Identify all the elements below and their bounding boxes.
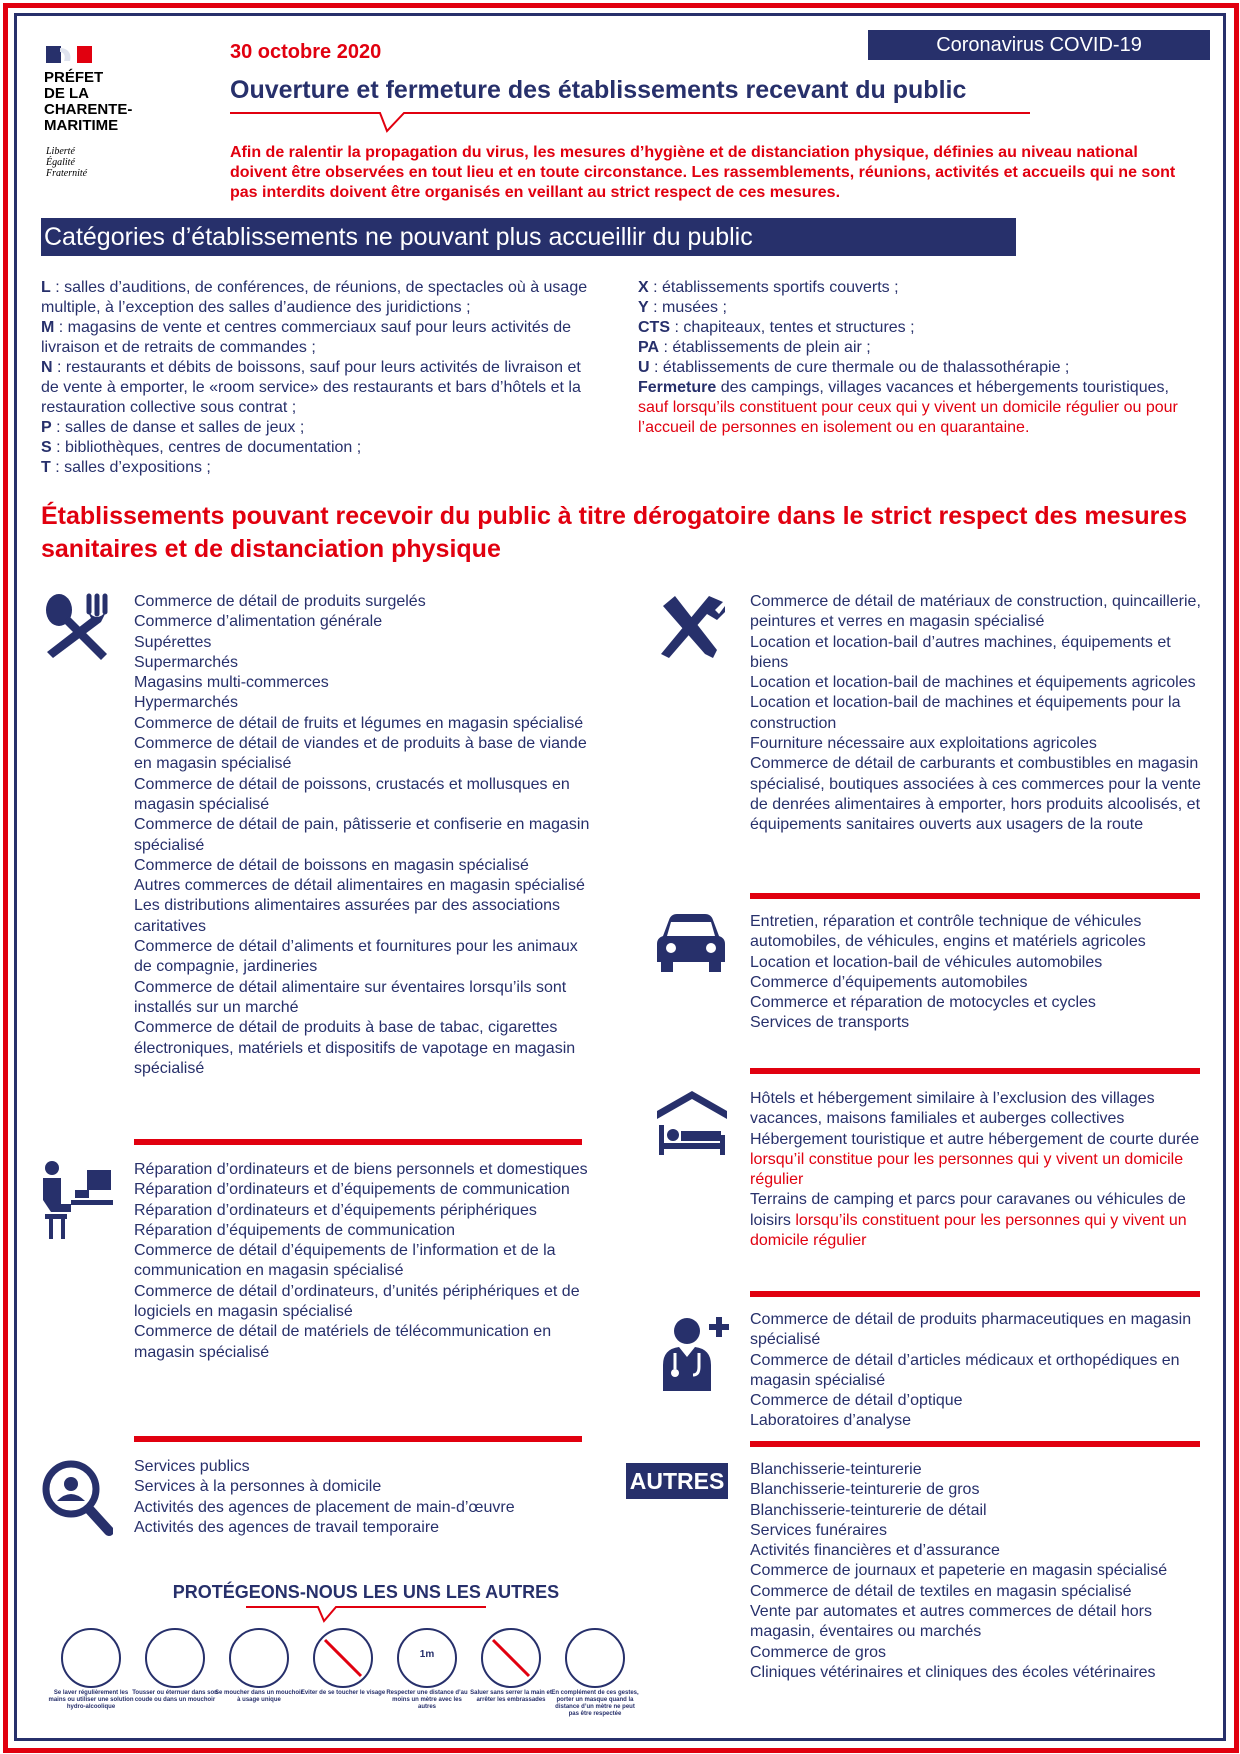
tools-icon xyxy=(655,592,727,664)
barrier-gestures-title: PROTÉGEONS-NOUS LES UNS LES AUTRES xyxy=(172,1582,560,1602)
section-divider xyxy=(750,893,1200,899)
logo-line: DE LA xyxy=(44,85,89,102)
list-item: Services funéraires xyxy=(750,1521,887,1539)
list-item: Commerce de gros xyxy=(750,1643,887,1661)
list-item: Services à la personnes à domicile xyxy=(134,1478,382,1496)
list-item: Commerce de détail de boissons en magasin spécialisé xyxy=(134,856,529,874)
list-item: Commerce de détail de produits pharmaceutiques en magasin spécialisé xyxy=(750,1311,1192,1349)
list-item: Commerce de détail d’équipements de l’information et de la communication en magasin spécialisé xyxy=(134,1242,556,1280)
list-item xyxy=(750,1130,1205,1191)
marianne-flag-icon xyxy=(46,46,92,63)
closed-item xyxy=(638,278,1203,298)
logo-line: MARITIME xyxy=(44,117,119,134)
closed-list-right xyxy=(638,278,1203,438)
closed-item xyxy=(41,318,601,358)
list-item: Réparation d’ordinateurs et d’équipements de communication xyxy=(134,1181,570,1199)
distance-icon xyxy=(397,1628,457,1688)
construction-tools-list xyxy=(750,592,1205,836)
gesture-caption: Tousser ou éternuer dans son coude ou dans un mouchoir xyxy=(132,1690,218,1703)
list-item: Réparation d’ordinateurs et d’équipements périphériques xyxy=(134,1201,537,1219)
logo-line: CHARENTE- xyxy=(44,101,133,118)
category-code: U xyxy=(638,359,650,376)
category-code: L xyxy=(41,279,51,296)
closed-item xyxy=(41,418,601,438)
page-title: Ouverture et fermeture des établissements recevant du public xyxy=(230,76,967,104)
list-item: Commerce de détail de fruits et légumes en magasin spécialisé xyxy=(134,714,584,732)
autres-label: AUTRES xyxy=(626,1463,728,1499)
list-item: Location et location-bail de véhicules automobiles xyxy=(750,953,1103,971)
list-item: Commerce de détail d’articles médicaux et orthopédiques en magasin spécialisé xyxy=(750,1351,1180,1389)
category-end: . xyxy=(1024,419,1030,436)
publication-date: 30 octobre 2020 xyxy=(230,41,382,63)
closed-list-left xyxy=(41,278,601,478)
list-item: Blanchisserie-teinturerie de gros xyxy=(750,1481,980,1499)
list-item: Autres commerces de détail alimentaires en magasin spécialisé xyxy=(134,877,585,895)
no-face-touch-icon xyxy=(313,1628,373,1688)
list-item: Cliniques vétérinaires et cliniques des écoles vétérinaires xyxy=(750,1663,1156,1681)
list-item: Commerce d’alimentation générale xyxy=(134,613,383,631)
search-person-icon xyxy=(41,1459,113,1539)
cutlery-icon xyxy=(41,592,113,664)
category-desc: : salles de danse et salles de jeux ; xyxy=(51,419,305,436)
list-item: Services publics xyxy=(134,1458,250,1475)
list-item: Location et location-bail d’autres machines, équipements et biens xyxy=(750,633,1171,671)
gesture-caption: Se laver régulièrement les mains ou utiliser une solution hydro-alcoolique xyxy=(48,1690,134,1710)
category-desc: : salles d’expositions ; xyxy=(50,459,211,476)
list-item: Commerce de détail d’aliments et fournitures pour les animaux de compagnie, jardineries xyxy=(134,938,578,976)
food-retail-list xyxy=(134,592,594,1079)
car-icon xyxy=(655,912,727,974)
list-item: Commerce de détail de poissons, crustacés et mollusques en magasin spécialisé xyxy=(134,775,570,813)
gesture-caption: Saluer sans serrer la main et arrêter les embrassades xyxy=(470,1690,552,1703)
motto-line: Fraternité xyxy=(46,168,88,179)
republic-motto xyxy=(46,146,87,179)
item-condition: lorsqu’il constitue pour les personnes qui y vivent un domicile régulier xyxy=(750,1150,1184,1189)
category-code: N xyxy=(41,359,53,376)
list-item: Entretien, réparation et contrôle technique de véhicules automobiles, de véhicules, engins et matériels agricoles xyxy=(750,913,1146,951)
section-divider xyxy=(134,1139,582,1145)
gesture-caption: Eviter de se toucher le visage xyxy=(300,1690,386,1696)
category-desc: : établissements de cure thermale ou de thalassothérapie ; xyxy=(649,359,1070,376)
no-handshake-icon xyxy=(481,1628,541,1688)
list-item: Commerce de détail de pain, pâtisserie et confiserie en magasin spécialisé xyxy=(134,816,590,854)
section-divider xyxy=(134,1436,582,1442)
list-item: Les distributions alimentaires assurées par des associations caritatives xyxy=(134,897,560,935)
hand-wash-icon xyxy=(61,1628,121,1688)
prohibited-mark xyxy=(483,1630,539,1686)
computer-user-icon xyxy=(41,1160,113,1240)
category-code: S xyxy=(41,439,52,456)
list-item: Commerce et réparation de motocycles et cycles xyxy=(750,994,1096,1012)
intro-paragraph: Afin de ralentir la propagation du virus, les mesures d’hygiène et de distanciation physique, définies au niveau national doivent être observées en tout lieu et en toute circonstance. Les rassemblements, réunions, activités et accueils qui ne sont pas interdits doivent être organisés en veillant au strict respect de ces mesures. xyxy=(230,144,1176,201)
doctor-icon xyxy=(655,1313,729,1393)
category-desc: des campings, villages vacances et hébergements touristiques, xyxy=(716,379,1169,396)
motto-line: Égalité xyxy=(46,157,75,168)
list-item: Commerce de journaux et papeterie en magasin spécialisé xyxy=(750,1562,1168,1580)
cough-elbow-icon xyxy=(145,1628,205,1688)
closed-item xyxy=(638,318,1203,338)
category-code: X xyxy=(638,279,649,296)
title-speech-underline xyxy=(230,111,1030,135)
gesture-caption: En complément de ces gestes, porter un masque quand la distance d’un mètre ne peut pas être respectée xyxy=(551,1690,639,1717)
closed-item-camping xyxy=(638,378,1203,438)
list-item: Activités des agences de travail temporaire xyxy=(134,1518,440,1536)
tissue-icon xyxy=(229,1628,289,1688)
list-item: Commerce de détail de produits à base de tabac, cigarettes électroniques, matériels et dispositifs de vapotage en magasin spécialisé xyxy=(134,1019,576,1077)
category-exception: sauf lorsqu’ils constituent pour ceux qui y vivent un domicile régulier ou pour l’accueil de personnes en isolement ou en quarantaine xyxy=(638,399,1178,436)
gestures-speech-underline xyxy=(246,1605,486,1625)
covid-badge: Coronavirus COVID-19 xyxy=(868,30,1210,60)
category-desc: : bibliothèques, centres de documentation ; xyxy=(51,439,362,456)
item-text: Hébergement touristique et autre hébergement de courte durée xyxy=(750,1130,1200,1148)
category-code: M xyxy=(41,319,55,336)
logo-line: PRÉFET xyxy=(44,69,104,86)
list-item: Réparation d’ordinateurs et de biens personnels et domestiques xyxy=(134,1161,588,1178)
closed-item xyxy=(638,358,1203,378)
category-desc: : musées ; xyxy=(648,299,727,316)
category-desc: : magasins de vente et centres commerciaux sauf pour leurs activités de livraison et de retraits de commandes ; xyxy=(41,319,572,356)
list-item: Services de transports xyxy=(750,1014,910,1032)
category-desc: : chapiteaux, tentes et structures ; xyxy=(670,319,915,336)
category-desc: : restaurants et débits de boissons, sauf pour leurs activités de livraison et de vente à emporter, le «room service» des restaurants et bars d’hôtels et la restauration collective sous contrat ; xyxy=(41,359,581,416)
list-item: Commerce de détail d’ordinateurs, d’unités périphériques et de logiciels en magasin spécialisé xyxy=(134,1282,580,1321)
list-item: Vente par automates et autres commerces de détail hors magasin, éventaires ou marchés xyxy=(750,1603,1152,1641)
list-item: Commerce de détail de textiles en magasin spécialisé xyxy=(750,1582,1132,1600)
category-code: PA xyxy=(638,339,660,356)
list-item: Activités financières et d’assurance xyxy=(750,1542,1000,1560)
list-item: Commerce de détail de matériaux de construction, quincaillerie, peintures et verres en magasin spécialisé xyxy=(750,593,1201,631)
item-text: Terrains de camping et parcs pour caravanes ou véhicules de loisirs xyxy=(750,1191,1186,1229)
prefecture-logo-text xyxy=(44,70,164,134)
closed-item xyxy=(638,338,1203,358)
list-item: Location et location-bail de machines et équipements agricoles xyxy=(750,674,1196,692)
category-code: CTS xyxy=(638,319,670,336)
closed-item xyxy=(41,458,601,478)
list-item: Magasins multi-commerces xyxy=(134,674,329,692)
list-item: Commerce de détail de carburants et combustibles en magasin spécialisé, boutiques associées à ces commerces pour la vente de denrées alimentaires à emporter, hors produits alcoolisés, et équipements sanitaires ouverts aux usagers de la route xyxy=(750,755,1201,834)
list-item: Blanchisserie-teinturerie xyxy=(750,1461,922,1478)
section-divider xyxy=(750,1068,1200,1074)
list-item: Supérettes xyxy=(134,633,212,651)
closed-item xyxy=(638,298,1203,318)
category-desc: : établissements sportifs couverts ; xyxy=(648,279,899,296)
list-item: Commerce de détail de viandes et de produits à base de viande en magasin spécialisé xyxy=(134,735,587,773)
list-item: Commerce de détail de produits surgelés xyxy=(134,593,426,610)
other-activities-list xyxy=(750,1460,1205,1683)
motto-line: Liberté xyxy=(46,146,75,157)
list-item: Hypermarchés xyxy=(134,694,239,712)
derogation-title: Établissements pouvant recevoir du public à titre dérogatoire dans le strict respect des mesures sanitaires et de distanciation physique xyxy=(41,502,1188,563)
distance-label: 1m xyxy=(419,1649,435,1660)
list-item: Activités des agences de placement de main-d’œuvre xyxy=(134,1498,515,1516)
list-item: Hôtels et hébergement similaire à l’exclusion des villages vacances, maisons familiales et auberges collectives xyxy=(750,1090,1155,1128)
list-item: Commerce de détail d’optique xyxy=(750,1392,963,1410)
closed-item xyxy=(41,438,601,458)
section-divider xyxy=(750,1441,1200,1447)
computer-repair-list xyxy=(134,1160,594,1363)
list-item: Fourniture nécessaire aux exploitations agricoles xyxy=(750,735,1097,753)
category-code: P xyxy=(41,419,52,436)
list-item: Commerce de détail alimentaire sur éventaires lorsqu’ils sont installés sur un marché xyxy=(134,978,567,1016)
lodging-list xyxy=(750,1089,1205,1251)
list-item: Laboratoires d’analyse xyxy=(750,1412,911,1430)
gesture-caption: Respecter une distance d’au moins un mètre avec les autres xyxy=(386,1690,468,1710)
face-mask-icon xyxy=(565,1628,625,1688)
category-code: T xyxy=(41,459,51,476)
section-divider xyxy=(750,1291,1200,1297)
bed-shelter-icon xyxy=(655,1089,729,1157)
gesture-caption: Se moucher dans un mouchoir à usage unique xyxy=(215,1690,304,1703)
list-item: Location et location-bail de machines et équipements pour la construction xyxy=(750,694,1181,732)
category-code: Y xyxy=(638,299,649,316)
public-services-list xyxy=(134,1457,594,1538)
category-code: Fermeture xyxy=(638,379,717,396)
list-item: Supermarchés xyxy=(134,653,239,671)
list-item xyxy=(750,1190,1205,1251)
list-item: Commerce de détail de matériels de télécommunication en magasin spécialisé xyxy=(134,1323,552,1361)
list-item: Commerce d’équipements automobiles xyxy=(750,973,1028,991)
list-item: Blanchisserie-teinturerie de détail xyxy=(750,1501,987,1519)
category-desc: : établissements de plein air ; xyxy=(659,339,871,356)
closed-item xyxy=(41,358,601,418)
closed-item xyxy=(41,278,601,318)
category-desc: : salles d’auditions, de conférences, de réunions, de spectacles où à usage multiple, à l’exception des salles d’audience des juridictions ; xyxy=(41,279,588,316)
prohibited-mark xyxy=(315,1630,371,1686)
list-item: Réparation d’équipements de communication xyxy=(134,1221,456,1239)
health-list xyxy=(750,1310,1205,1432)
vehicles-list xyxy=(750,912,1205,1034)
item-condition: lorsqu’ils constituent pour les personnes qui y vivent un domicile régulier xyxy=(750,1211,1187,1250)
closed-categories-banner: Catégories d’établissements ne pouvant plus accueillir du public xyxy=(41,218,1016,256)
